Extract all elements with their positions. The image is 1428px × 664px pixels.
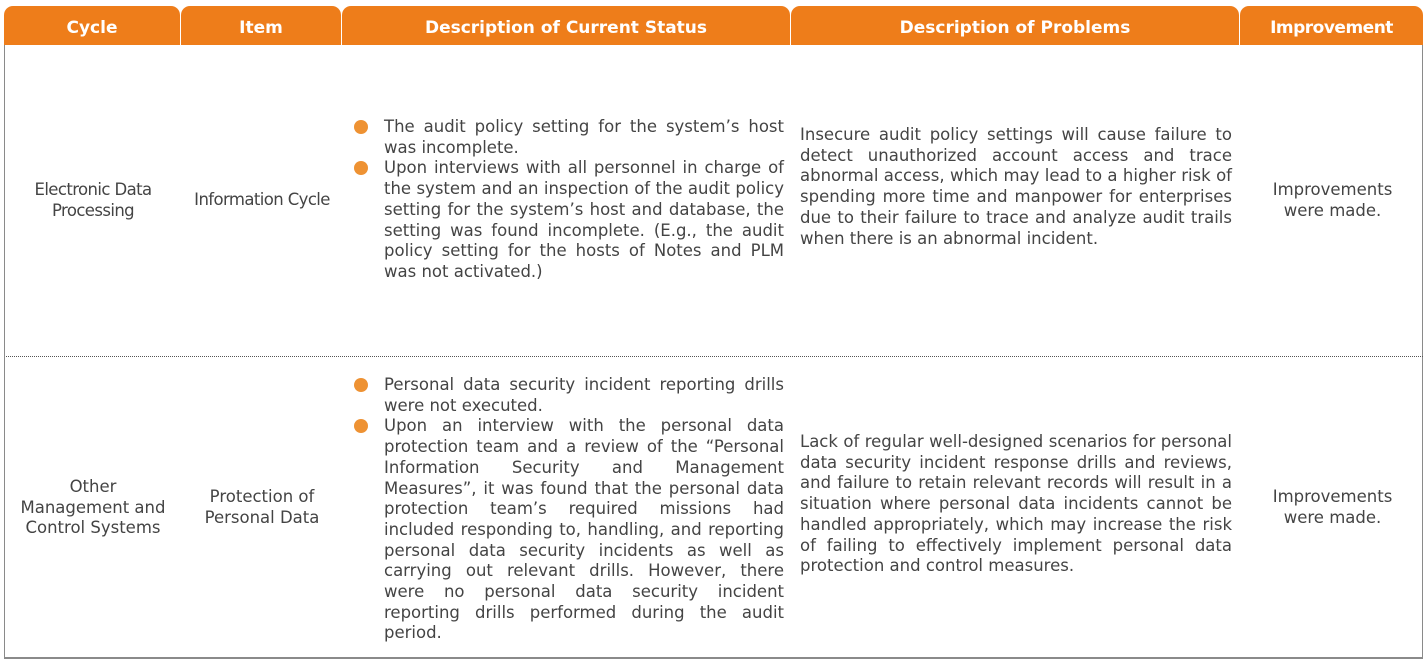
row-2-status-2: Upon an interview with the personal data protection team and a review of the “Personal Information Security and Management Measures”, it was found that the personal data protection team’s required missions had included responding to, handling, and reporting personal data security incidents as well as carrying out relevant drills. However, there were no personal data security incident reporting drills performed during the audit period. <box>384 416 784 643</box>
list-item <box>354 158 784 282</box>
row-2-status-list <box>354 375 784 644</box>
bullet-dot-icon <box>354 419 368 433</box>
row-2-problems <box>800 432 1232 577</box>
row-1-problems-text: Insecure audit policy settings will cause failure to detect unauthorized account access and trace abnormal access, which may lead to a higher risk of spending more time and manpower for enterprises due to their failure to trace and analyze audit trails when there is an abnormal incident. <box>800 125 1232 248</box>
row-1-item <box>182 45 342 356</box>
row-1-improvement <box>1241 45 1424 356</box>
row-2-improvement <box>1241 357 1424 659</box>
row-1-item-text: Information Cycle <box>194 190 330 210</box>
row-2-status-1: Personal data security incident reporting drills were not executed. <box>384 375 784 415</box>
bullet-dot-icon <box>354 161 368 175</box>
row-1-status-2: Upon interviews with all personnel in charge of the system and an inspection of the audit policy setting for the system’s host and database, the setting was found incomplete. (E.g., the audit policy setting for the hosts of Notes and PLM was not activated.) <box>384 158 784 281</box>
header-current-status: Description of Current Status <box>342 6 790 45</box>
list-item <box>354 375 784 416</box>
header-cycle: Cycle <box>4 6 180 45</box>
bullet-dot-icon <box>354 378 368 392</box>
row-2-improvement-text: Improvements were made. <box>1272 487 1393 527</box>
row-2-problems-text: Lack of regular well-designed scenarios for personal data security incident response drills and reviews, and failure to retain relevant records will result in a situation where personal data incidents cannot be handled appropriately, which may increase the risk of failing to effectively implement personal data protection and control measures. <box>800 432 1232 576</box>
header-problems: Description of Problems <box>791 6 1239 45</box>
row-1-cycle-text: Electronic Data Processing <box>34 179 152 220</box>
header-improvement: Improvement <box>1240 6 1423 45</box>
row-1-problems <box>800 125 1232 249</box>
row-2-cycle <box>5 357 181 659</box>
row-2-cycle-text: Other Management and Control Systems <box>20 476 166 538</box>
row-2-item-text: Protection of Personal Data <box>204 487 320 527</box>
audit-findings-table <box>4 6 1423 659</box>
bullet-dot-icon <box>354 120 368 134</box>
table-body <box>4 45 1423 659</box>
row-2-item <box>182 357 342 659</box>
header-item: Item <box>181 6 341 45</box>
row-1-status <box>354 117 784 283</box>
list-item <box>354 117 784 158</box>
row-1-cycle <box>5 45 181 356</box>
list-item <box>354 416 784 644</box>
row-1-status-list <box>354 117 784 283</box>
row-1-improvement-text: Improvements were made. <box>1272 179 1393 220</box>
row-1-status-1: The audit policy setting for the system’s host was incomplete. <box>384 117 784 157</box>
row-2-status <box>354 375 784 644</box>
table-header <box>4 6 1423 45</box>
